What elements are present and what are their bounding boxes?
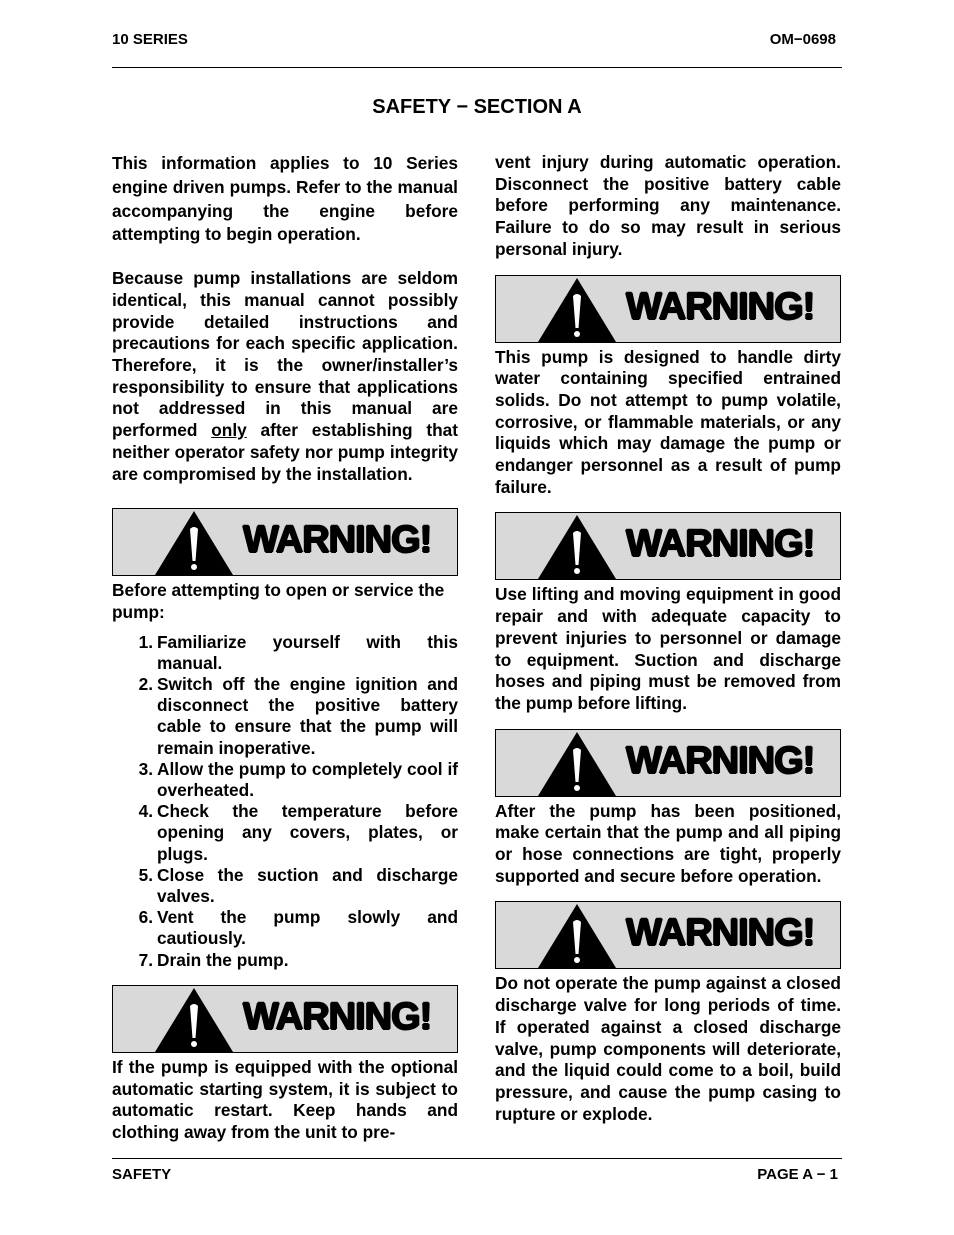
right-column (495, 152, 841, 1125)
list-item: 5. Close the suction and discharge valves. (138, 864, 458, 907)
list-item: 7. Drain the pump. (138, 949, 289, 970)
lifting-warning-text: Use lifting and moving equipment in good repair and with adequate capacity to prevent injuries to personnel or damage to equipment. Suction and discharge hoses and piping must be removed from the pump before lifting. (495, 584, 841, 713)
list-item: 2. Switch off the engine ignition and disconnect the positive battery cable to ensure that the pump will remain inoperative. (138, 674, 458, 758)
warning-triangle-icon (538, 278, 616, 342)
closed-valve-warning-text: Do not operate the pump against a closed discharge valve for long periods of time. If operated against a closed discharge valve, pump components will deteriorate, and the liquid could come to a boil, build pressure, and cause the pump casing to rupture or explode. (495, 973, 841, 1124)
warning-label: WARNING! (243, 519, 432, 562)
page-title: SAFETY − SECTION A (372, 96, 582, 118)
warning-label: WARNING! (626, 523, 815, 566)
warning-label: WARNING! (626, 285, 815, 328)
warning-box (112, 508, 458, 576)
warning-triangle-icon (538, 732, 616, 796)
warning-triangle-icon (155, 511, 233, 575)
left-column (112, 152, 458, 1144)
list-item: 6. Vent the pump slowly and cautiously. (138, 907, 458, 949)
positioning-warning-text: After the pump has been positioned, make certain that the pump and all piping or hose connections are tight, properly supported and secure before operation. (495, 800, 841, 886)
header-doc-number: OM−0698 (769, 31, 836, 48)
intro-paragraph: This information applies to 10 Series engine driven pumps. Refer to the manual accompanying the engine before attempting to begin operation. (112, 153, 458, 245)
warning-label: WARNING! (243, 995, 432, 1038)
list-item: 3. Allow the pump to completely cool if overheated. (138, 758, 458, 801)
installation-paragraph: Because pump installations are seldom identical, this manual cannot possibly provide detailed instructions and precautions for each specific application. Therefore, it is the owner/installer’s responsibility to ensure that applications not addressed in this manual are performed only after establishing that neither operator safety nor pump integrity are compromised by the installation. (112, 268, 459, 484)
warning-box (495, 729, 841, 797)
service-lead: Before attempting to open or service the pump: (112, 580, 445, 622)
footer-page-number: PAGE A − 1 (757, 1166, 838, 1183)
list-item: 1. Familiarize yourself with this manual. (138, 631, 458, 673)
header-rule (112, 67, 842, 68)
service-steps-list (112, 632, 458, 971)
footer-section: SAFETY (112, 1166, 172, 1183)
header-series: 10 SERIES (112, 31, 188, 48)
warning-box (112, 985, 458, 1053)
warning-triangle-icon (538, 515, 616, 579)
list-item: 4. Check the temperature before opening any covers, plates, or plugs. (138, 801, 458, 864)
warning-box (495, 275, 841, 343)
auto-start-warning-text: If the pump is equipped with the optional automatic starting system, it is subject to automatic restart. Keep hands and clothing away from the unit to pre- (112, 1056, 458, 1142)
emphasis-only: only (211, 420, 247, 441)
warning-triangle-icon (155, 988, 233, 1052)
dirty-water-warning-text: This pump is designed to handle dirty water containing specified entrained solids. Do not attempt to pump volatile, corrosive, or flammable materials, or any liquids which may damage the pump or endanger personnel as a result of pump failure. (495, 346, 841, 497)
warning-box (495, 512, 841, 580)
warning-label: WARNING! (626, 739, 815, 782)
warning-label: WARNING! (626, 912, 815, 955)
warning-box (495, 901, 841, 969)
continued-paragraph: vent injury during automatic operation. Disconnect the positive battery cable before performing any maintenance. Failure to do so may result in serious personal injury. (495, 152, 841, 259)
footer-rule (112, 1158, 842, 1159)
warning-triangle-icon (538, 904, 616, 968)
